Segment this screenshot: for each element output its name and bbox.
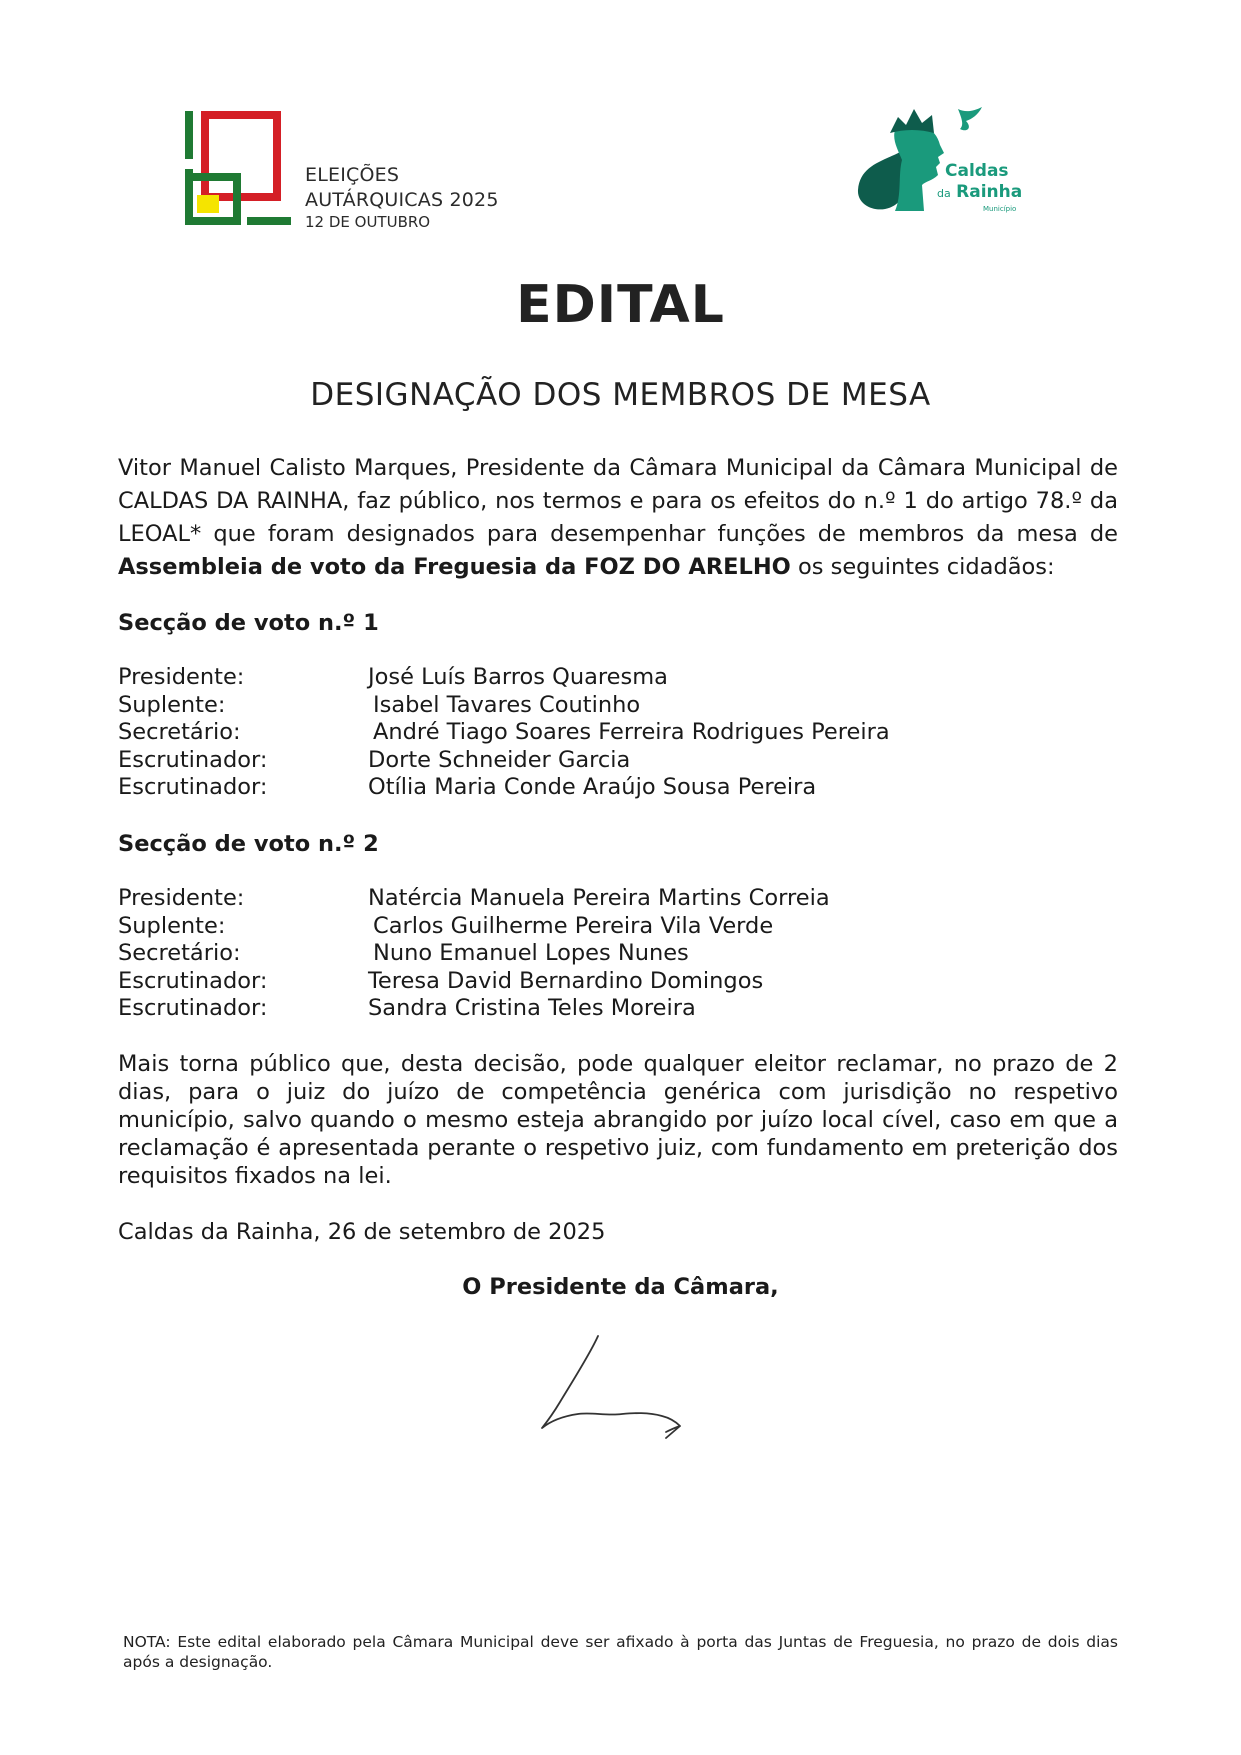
signer-title: O Presidente da Câmara, [462,1274,779,1300]
member-row [118,747,1018,775]
member-name: Otília Maria Conde Araújo Sousa Pereira [368,774,817,800]
member-role: Suplente: [118,691,226,718]
municipality-logo-da: da [937,187,951,200]
election-logo [185,111,515,231]
document-subtitle: DESIGNAÇÃO DOS MEMBROS DE MESA [310,377,931,413]
member-name: José Luís Barros Quaresma [368,664,668,690]
member-row [118,995,1018,1023]
handwritten-signature [530,1330,700,1454]
municipality-logo-line1: Caldas [945,161,1009,181]
member-role: Presidente: [118,664,245,690]
member-row [118,913,1018,941]
closing-paragraph: Mais torna público que, desta decisão, pode qualquer eleitor reclamar, no prazo de 2 dias, para o juiz do juízo de competência genérica com jurisdição no respetivo município, salvo quando o mesmo esteja abrangido por juízo local cível, caso em que a reclamação é apresentada perante o respetivo juiz, com fundamento em preterição dos requisitos fixados na lei. [118,1051,1118,1189]
member-name: Nuno Emanuel Lopes Nunes [373,940,689,966]
member-role: Secretário: [118,719,241,745]
intro-end: os seguintes cidadãos: [790,554,1055,580]
municipality-logo-line3: Município [983,205,1017,213]
document-title: EDITAL [516,275,725,335]
election-logo-line2: AUTÁRQUICAS 2025 [305,189,499,211]
election-logo-mark [185,111,295,231]
section-2-members [118,885,1018,1023]
section-1-title: Secção de voto n.º 1 [118,610,379,636]
member-role: Escrutinador: [118,774,268,800]
date-line: Caldas da Rainha, 26 de setembro de 2025 [118,1219,606,1245]
member-role: Suplente: [118,912,226,939]
member-name: Isabel Tavares Coutinho [373,691,641,718]
member-row [118,885,1018,913]
member-name: Natércia Manuela Pereira Martins Correia [368,885,830,911]
member-name: André Tiago Soares Ferreira Rodrigues Pereira [373,719,890,745]
election-logo-line1: ELEIÇÕES [305,164,400,186]
member-name: Carlos Guilherme Pereira Vila Verde [373,912,774,939]
member-row [118,692,1018,720]
intro-text: Vitor Manuel Calisto Marques, Presidente da Câmara Municipal da Câmara Municipal de CALDAS DA RAINHA, faz público, nos termos e para os efeitos do n.º 1 do artigo 78.º da LEOAL* que foram designados para desempenhar funções de membros da mesa de [118,455,1118,547]
member-role: Escrutinador: [118,746,268,773]
member-role: Presidente: [118,885,245,911]
intro-paragraph [118,452,1118,584]
municipality-logo-rainha: Rainha [956,182,1023,202]
member-row [118,968,1018,996]
municipality-logo-line2 [937,182,1022,202]
member-role: Secretário: [118,940,241,966]
municipality-logo [840,105,1030,220]
section-2-title: Secção de voto n.º 2 [118,831,379,857]
member-name: Teresa David Bernardino Domingos [368,967,764,994]
member-role: Escrutinador: [118,967,268,994]
signature-mark [530,1330,700,1450]
member-role: Escrutinador: [118,995,268,1021]
election-logo-line3: 12 DE OUTUBRO [305,213,431,231]
section-1-members [118,664,1018,802]
member-name: Dorte Schneider Garcia [368,746,631,773]
member-row [118,774,1018,802]
member-row [118,664,1018,692]
member-row [118,719,1018,747]
member-row [118,940,1018,968]
footer-note: NOTA: Este edital elaborado pela Câmara Municipal deve ser afixado à porta das Juntas de Freguesia, no prazo de dois dias após a designação. [123,1633,1118,1671]
member-name: Sandra Cristina Teles Moreira [368,995,696,1021]
intro-bold: Assembleia de voto da Freguesia da FOZ DO ARELHO [118,554,791,580]
